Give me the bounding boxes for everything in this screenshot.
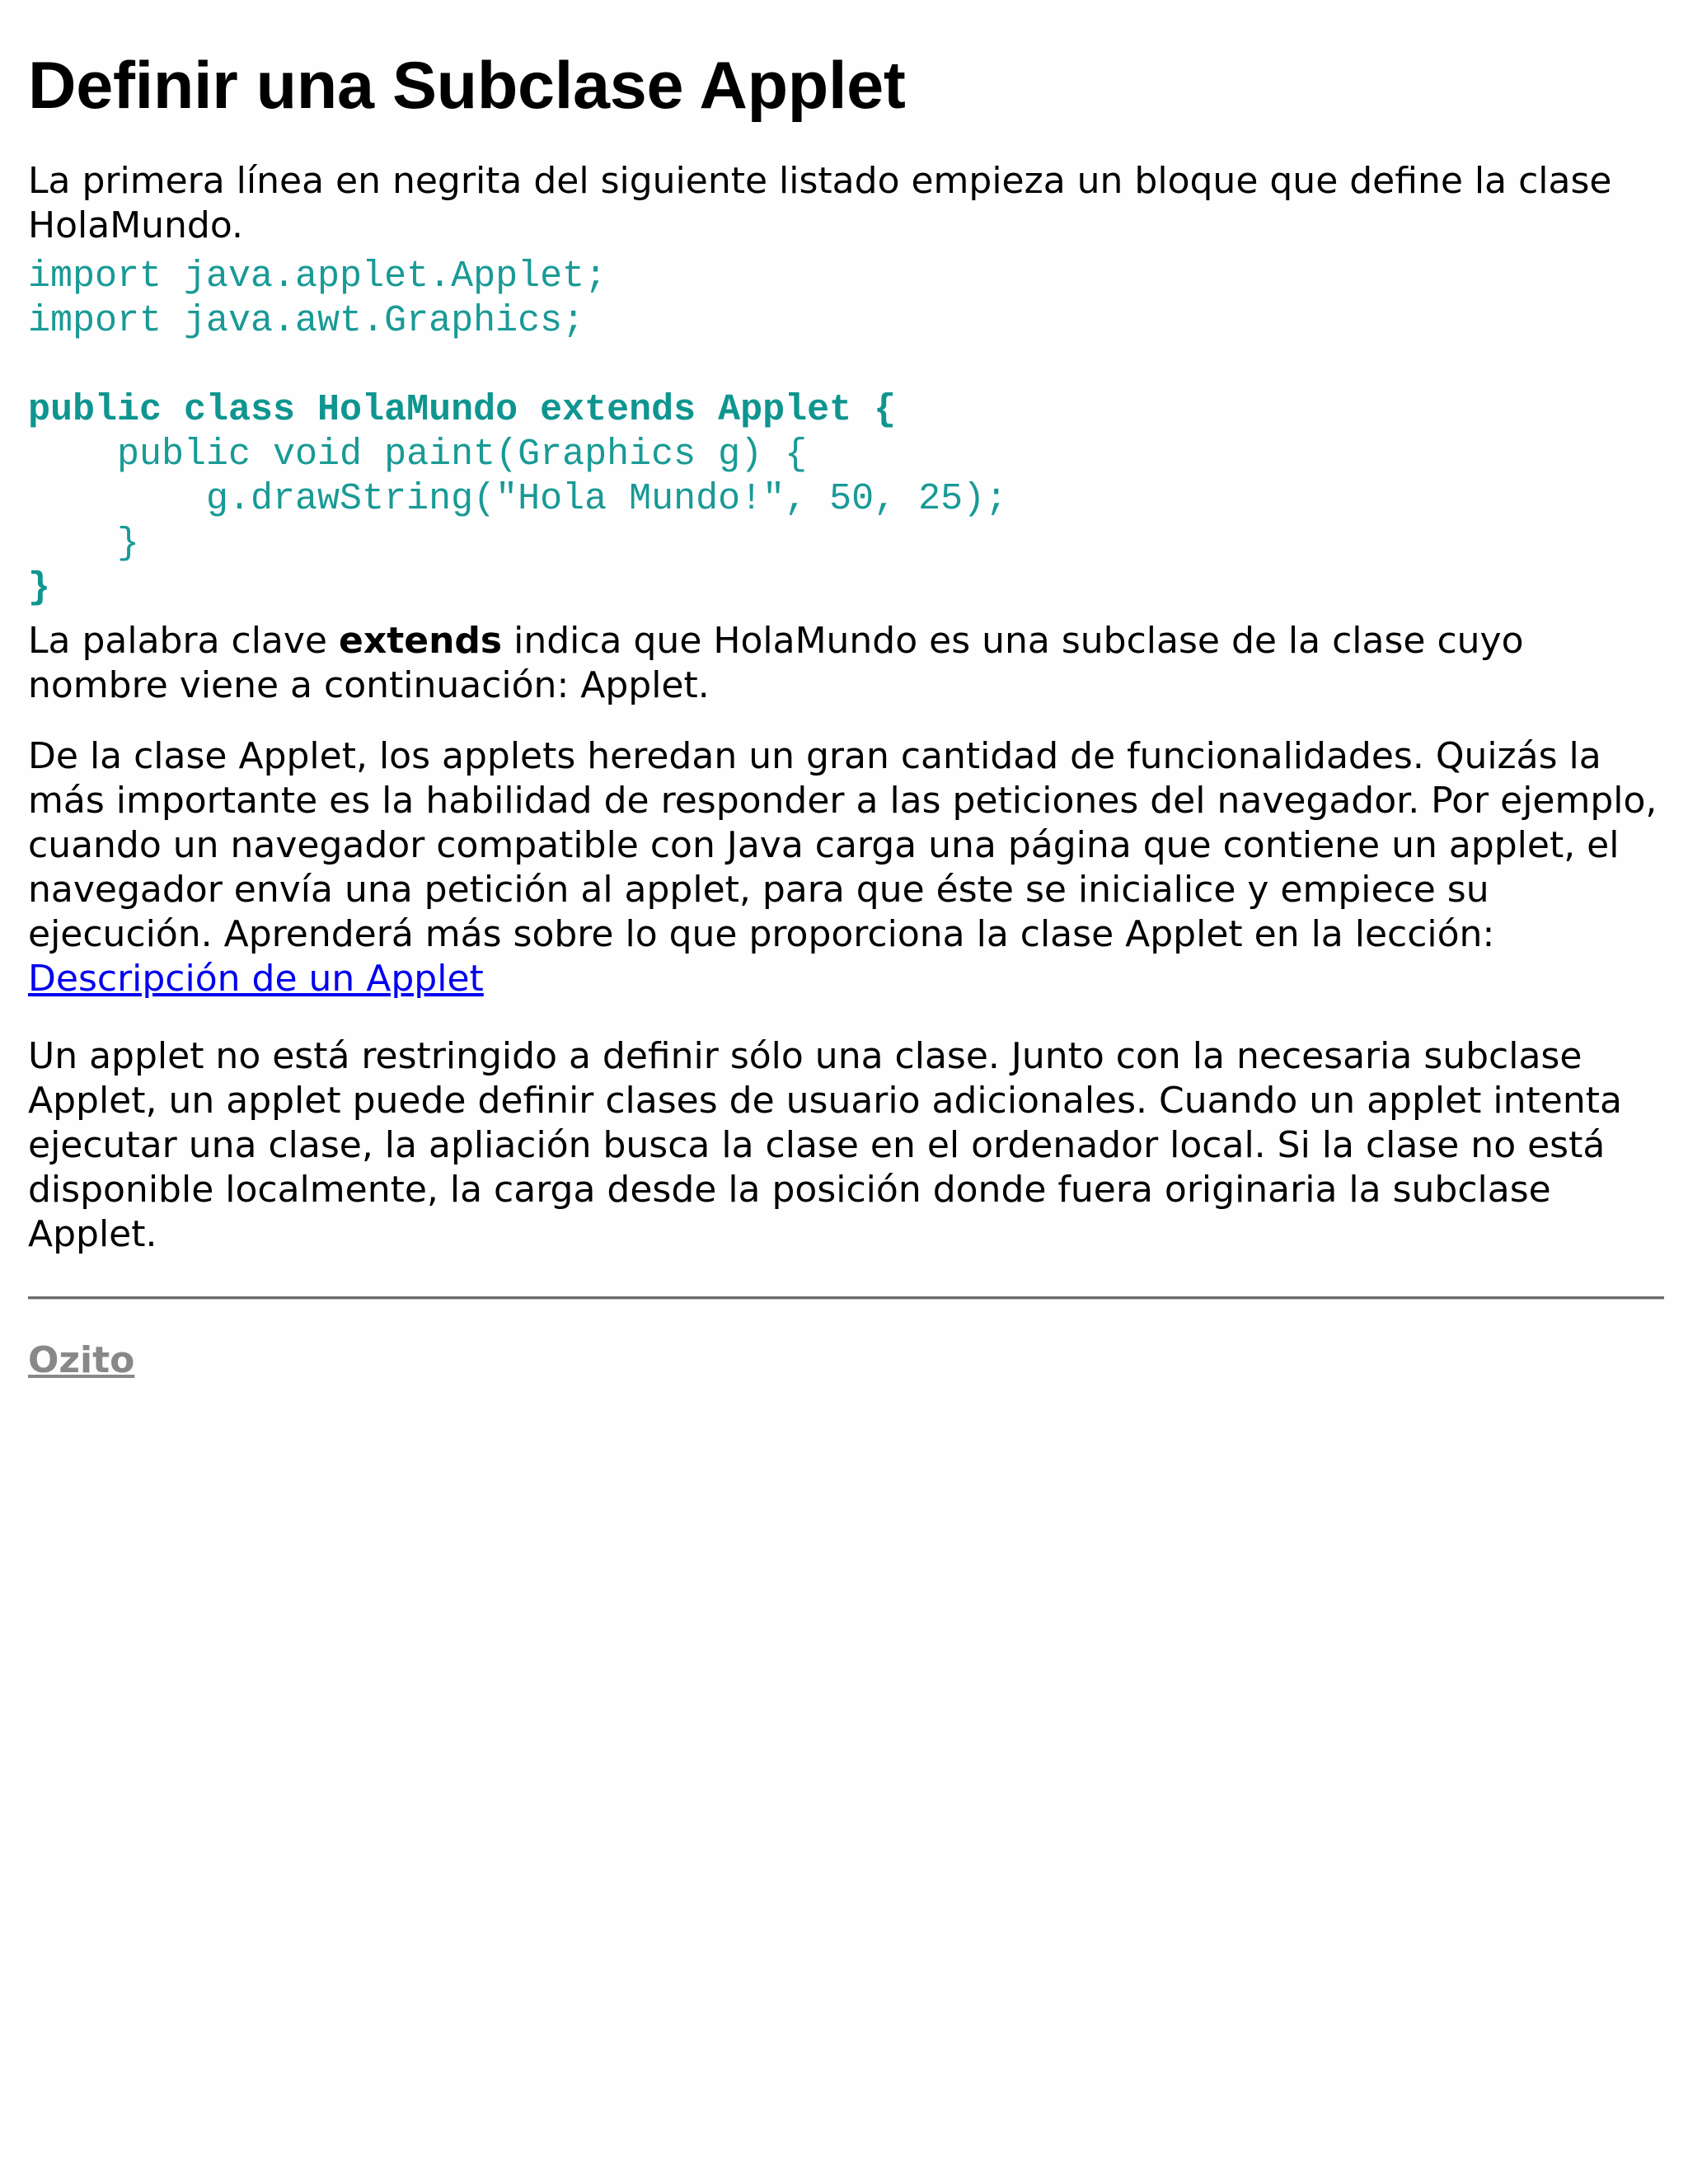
code-line: g.drawString("Hola Mundo!", 50, 25); [28, 478, 1008, 521]
text-segment: De la clase Applet, los applets heredan un gran cantidad de funcionalidades. Quizás la más importante es la habilidad de responder a las peticiones del navegador. Por ejemplo, cuando un navegador compatible con Java carga una página que contiene un applet, el navegador envía una petición al applet, para que éste se inicialice y empiece su ejecución. Aprenderá más sobre lo que proporciona la clase Applet en la lección: [28, 735, 1658, 956]
code-line: import java.awt.Graphics; [28, 300, 585, 343]
code-line: public void paint(Graphics g) { [28, 434, 808, 476]
code-listing [28, 255, 1664, 611]
code-line: import java.applet.Applet; [28, 255, 607, 298]
code-line-bold: public class HolaMundo extends Applet { [28, 389, 897, 432]
applet-description-link[interactable]: Descripción de un Applet [28, 958, 484, 1001]
ozito-link[interactable]: Ozito [28, 1339, 135, 1382]
classes-paragraph: Un applet no está restringido a definir sólo una clase. Junto con la necesaria subclase Applet, un applet puede definir clases de usuario adicionales. Cuando un applet intenta ejecutar una clase, la apliación busca la clase en el ordenador local. Si la clase no está disponible localmente, la carga desde la posición donde fuera originaria la subclase Applet. [28, 1035, 1622, 1256]
page-title: Definir una Subclase Applet [28, 49, 906, 123]
text-segment: La palabra clave [28, 620, 339, 663]
text-segment: indica que HolaMundo es una subclase de la clase cuyo nombre viene a continuación: Applet. [28, 620, 1524, 707]
keyword-extends: extends [339, 620, 503, 663]
code-line-bold: } [28, 567, 51, 610]
page-content [28, 0, 1664, 1381]
inheritance-paragraph [28, 734, 1664, 1001]
extends-paragraph [28, 619, 1664, 708]
intro-paragraph: La primera línea en negrita del siguiente listado empieza un bloque que define la clase HolaMundo. [28, 160, 1612, 247]
horizontal-rule [28, 1296, 1664, 1300]
code-line: } [28, 523, 140, 565]
